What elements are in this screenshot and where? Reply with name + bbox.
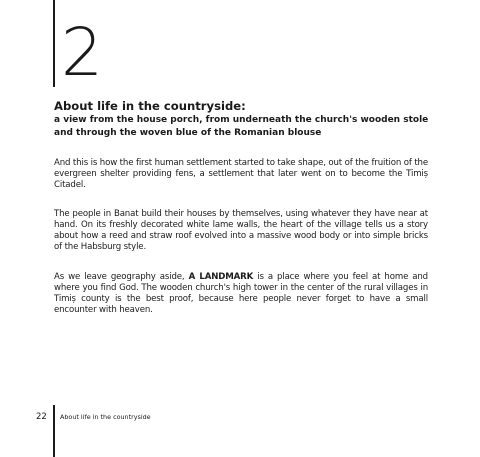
paragraph-3-text-before: As we leave geography aside, [54,272,189,282]
page-number: 22 [36,412,47,422]
chapter-subheading: a view from the house porch, from underneath the church's wooden stole and through the woven blue of the Romanian blouse [54,115,429,138]
landmark-emphasis: A LANDMARK [188,272,254,282]
chapter-heading: About life in the countryside: [54,99,246,113]
top-vertical-rule [53,0,55,87]
chapter-number: 2 [61,14,101,91]
running-title: About life in the countryside [60,413,151,421]
bottom-vertical-rule [53,405,55,457]
paragraph-3-text-after: is a place where you feel at home and where you find God. The wooden church's high tower in the center of the rural villages in Timiș county is the best proof, because here people never forget to have a small encounter with heaven. [54,272,428,315]
paragraph-2: The people in Banat build their houses by themselves, using whatever they have near at hand. On its freshly decorated white lame walls, the heart of the village tells us a story about how a reed and straw roof evolved into a massive wood body or into simple bricks of the Habsburg style. [54,209,428,252]
paragraph-3 [54,272,428,316]
paragraph-1: And this is how the first human settlement started to take shape, out of the fruition of the evergreen shelter providing fens, a settlement that later went on to become the Timiș Citadel. [54,158,428,190]
